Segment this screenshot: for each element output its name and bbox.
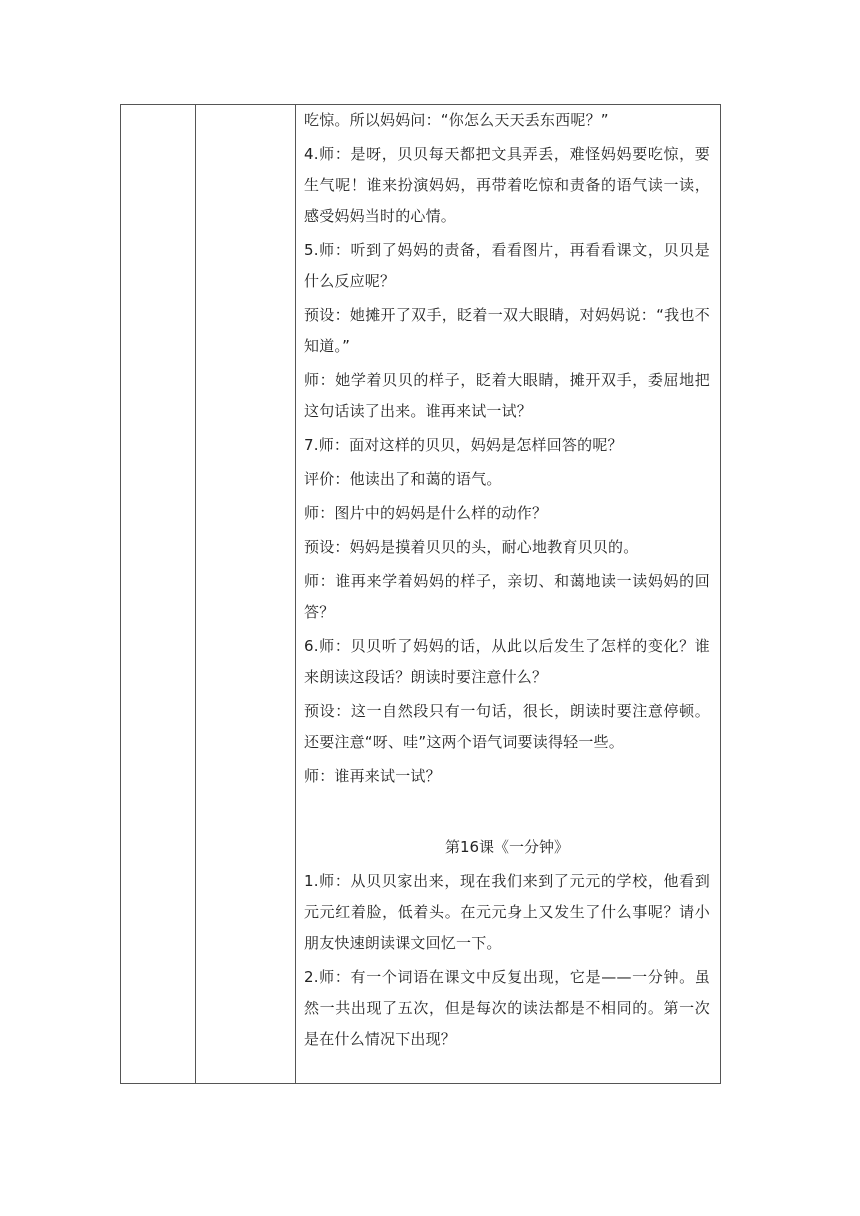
paragraph: 2.师：有一个词语在课文中反复出现，它是——一分钟。虽然一共出现了五次，但是每次的读法都是不相同的。第一次是在什么情况下出现？ (304, 968, 710, 1048)
lesson-title: 第16课《一分钟》 (444, 838, 570, 856)
spacer (304, 792, 710, 832)
paragraph: 评价：他读出了和蔼的语气。 (304, 470, 502, 488)
paragraph: 7.师：面对这样的贝贝，妈妈是怎样回答的呢？ (304, 436, 623, 454)
table-column-2 (196, 105, 296, 1083)
paragraph: 6.师：贝贝听了妈妈的话，从此以后发生了怎样的变化？谁来朗读这段话？朗读时要注意什么？ (304, 637, 710, 686)
table-column-content (296, 105, 720, 1083)
lesson-plan-table (120, 104, 721, 1084)
paragraph: 预设：她摊开了双手，眨着一双大眼睛，对妈妈说：“我也不知道。” (304, 306, 710, 355)
paragraph: 吃惊。所以妈妈问：“你怎么天天丢东西呢？” (304, 111, 609, 129)
paragraph: 师：谁再来试一试？ (304, 767, 441, 785)
paragraph: 预设：这一自然段只有一句话，很长，朗读时要注意停顿。还要注意“呀、哇”这两个语气词要读得轻一些。 (304, 702, 710, 751)
paragraph: 师：谁再来学着妈妈的样子，亲切、和蔼地读一读妈妈的回答？ (304, 572, 710, 621)
paragraph: 5.师：听到了妈妈的责备，看看图片，再看看课文，贝贝是什么反应呢？ (304, 241, 710, 290)
paragraph: 师：图片中的妈妈是什么样的动作？ (304, 504, 548, 522)
paragraph: 师：她学着贝贝的样子，眨着大眼睛，摊开双手，委屈地把这句话读了出来。谁再来试一试？ (304, 371, 710, 420)
table-column-1 (121, 105, 196, 1083)
paragraph: 4.师：是呀，贝贝每天都把文具弄丢，难怪妈妈要吃惊，要生气呢！谁来扮演妈妈，再带着吃惊和责备的语气读一读，感受妈妈当时的心情。 (304, 145, 710, 225)
paragraph: 1.师：从贝贝家出来，现在我们来到了元元的学校，他看到元元红着脸，低着头。在元元身上又发生了什么事呢？请小朋友快速朗读课文回忆一下。 (304, 872, 710, 952)
paragraph: 预设：妈妈是摸着贝贝的头，耐心地教育贝贝的。 (304, 538, 639, 556)
